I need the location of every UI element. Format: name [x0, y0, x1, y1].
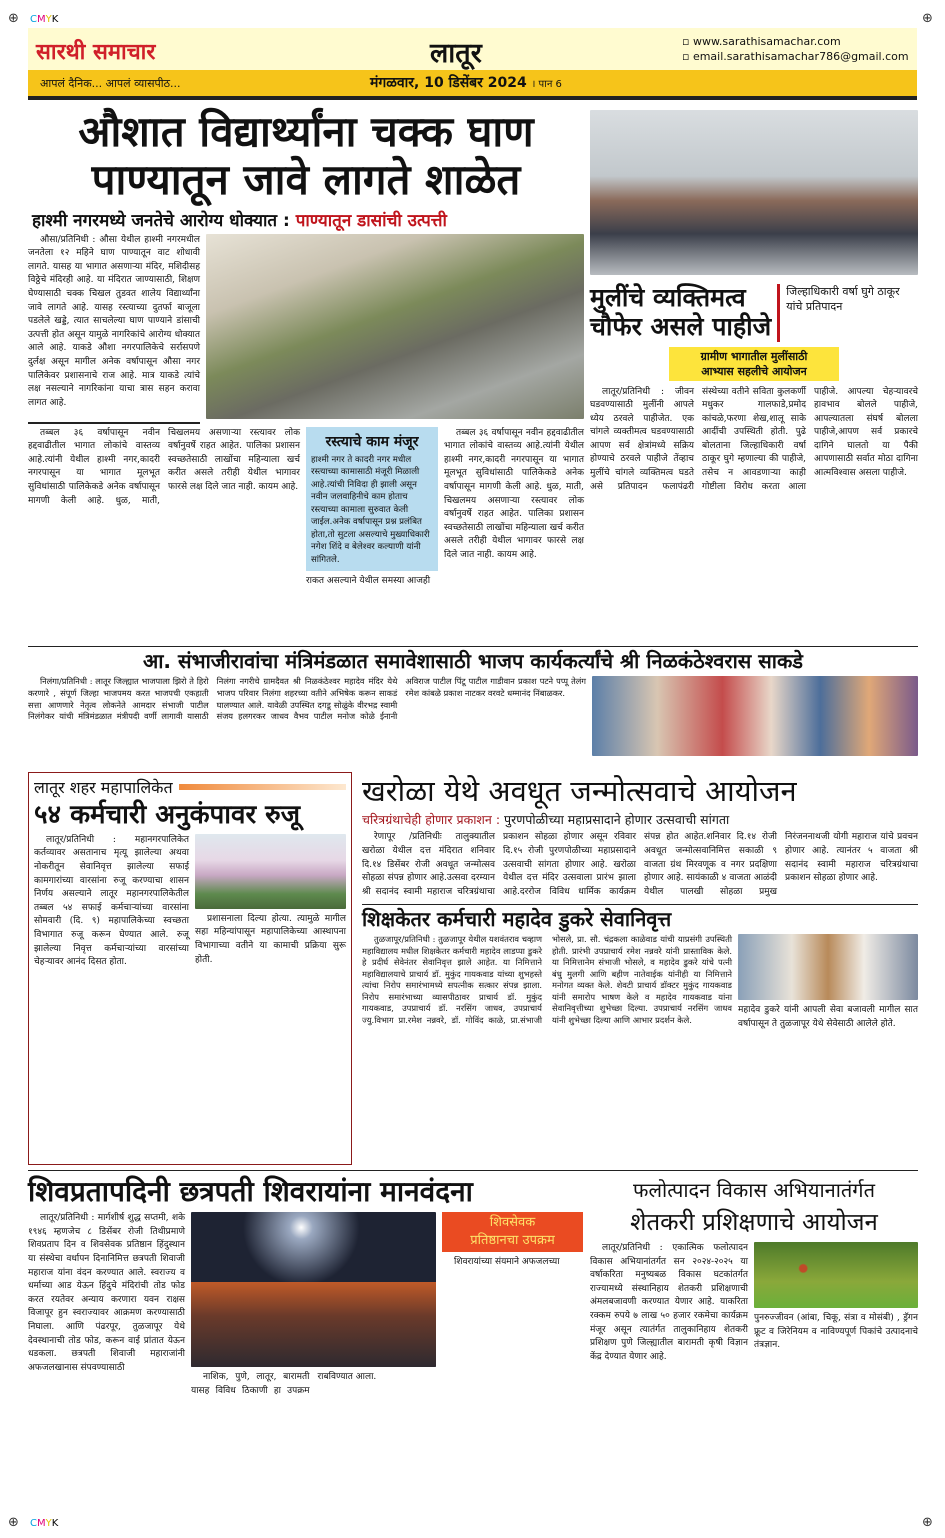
- decorative-bar: [179, 784, 346, 790]
- info-box: [306, 427, 438, 572]
- shiv-highlight-box: शिवसेवक प्रतिष्ठानचा उपक्रम: [442, 1212, 583, 1252]
- divider: [28, 422, 200, 424]
- retire-body: तुळजापूर/प्रतिनिधी : तुळजापूर येथील यशवंतराव चव्हाण महाविद्यालय मधील शिक्षकेतर कर्मचारी महादेव लाडप्पा डुकरे हे प्रदीर्घ सेवेनंतर सेवानिवृत्त झाले आहेत. या निमित्ताने महाविद्यालयाचे प्राचार्य डॉ. मुकुंद गायकवाड यांच्या शुभहस्ते त्यांचा निरोप समारंभामध्ये सपत्नीक सत्कार संपन्न झाला. निरोप समारंभाच्या व्यासपीठावर प्राचार्य डॉ. मुकुंद गायकवाड, उपप्राचार्य डॉ. नरसिंग जाधव, उपप्राचार्य ज्यु.विभाग प्रा.रमेश नन्नवरे, डॉ. गोविंद काळे, प्रा.संभाजी भोसले, प्रा. सौ. चंद्रकला काळेवाड यांची याप्रसंगी उपस्थिती होती. प्रारंभी उपप्राचार्य रमेश नन्नवरे यांनी प्रास्ताविक केले. या निमित्तानेम संभाजी भोसले, व महादेव डुकरे यांचे पत्नी बंधु मुलगी आणि बहीण नातेवाईक यांनीही या निमित्ताने मनोगत व्यक्त केले. शेवटी प्राचार्य डॉक्टर मुकुंद गायकवाड यांनी समारोप भाषण केले व महादेव गायकवाड यांना सेवानिवृत्तीच्या शुभेच्छा दिल्या. उपप्राचार्य नरसिंग जाधव यांनी शुभेच्छा दिल्या आणि आभार प्रदर्शन केले.: [362, 934, 732, 1025]
- farm-headline: फलोत्पादन विकास अभियानातंर्गत शेतकरी प्रशिक्षणाचे आयोजन: [630, 1178, 878, 1236]
- kharola-subhead: चरित्रग्रंथाचेही होणार प्रकाशन : पुरणपोळीच्या महाप्रसादाने होणार उत्सवाची सांगता: [362, 812, 730, 828]
- lead-body-col: तब्बल ३६ वर्षापासून नवीन हद्दवाढीतील भागात लोकांचे वास्तव्य आहे.त्यांनी येथील हाश्मी नगर,कादरी नगरपासून या भागात मूलभूत सुविधांसाठी पालिकेकडे अनेक वर्षापासून मागणी केली आहे. धुळ, माती, चिखलमय असणाऱ्या रस्त्यावर लोक वर्षानुवर्षे राहत आहेत. पालिका प्रशासन स्वच्छतेसाठी लाखोंचा महिन्याला खर्च करीत असले तरीही येथील भागावर फारसे लक्ष दिले जात नाही. कायम आहे.: [444, 427, 584, 560]
- farm-story: [590, 1174, 918, 1364]
- divider: [28, 1170, 918, 1171]
- girls-side-deck: जिल्हाधिकारी वर्षा घुगे ठाकूर यांचे प्रतिपादन: [786, 285, 900, 313]
- lead-headline: औशात विद्यार्थ्यांना चक्क घाण पाण्यातून जावे लागते शाळेत: [78, 107, 534, 205]
- tagline: आपलं दैनिक... आपलं व्यासपीठ...: [40, 77, 181, 90]
- registration-mark-icon: ⊕: [922, 11, 933, 26]
- girls-body: लातूर/प्रतिनिधी : जीवन घडवण्यासाठी मुलींनी आपले ध्येय ठरवले पाहीजेत. एक चांगले व्यक्तीमत्व घडवण्यासाठी आपण सर्व क्षेत्रांमध्ये सक्रिय होण्याचे ठरवले पाहीजे तेंव्हाच मुलींचे चांगले व्यक्तिमत्व घडते असे प्रतिपादन फलापंढरी संस्थेच्या वतीने सविता कुलकर्णी मधुकर गालफाडे,प्रमोद कांचळे,फरणा शेख,शालू साके आदींची उपस्थिती होती. पुढे बोलताना जिल्हाधिकारी वर्षा ठाकूर घुगे म्हणाल्या की पाहीजे, तसेच न आवडणाऱ्या काही गोष्टीला विरोध करता आला पाहीजे. आपल्या चेहऱ्यावरचे हावभाव बोलले पाहीजे, आपल्यातला संघर्ष बोलला पाहीजे,आपण सर्व प्रकारचे दागिने घालतो या पैकी आपणासाठी सर्वात मोठा दागिना आत्मविश्वास असला पाहीजे.: [590, 386, 918, 492]
- shiv-headline: शिवप्रतापदिनी छत्रपती शिवरायांना मानवंदना: [28, 1175, 473, 1208]
- bjp-story: [28, 650, 918, 756]
- latur-story-box: [28, 772, 352, 1165]
- shiv-body: लातूर/प्रतिनिधी : मार्गशीर्ष शुद्ध सप्तमी, शके १९४६ म्हणजेच ८ डिसेंबर रोजी तिथीप्रमाणे शिवप्रताप दिन व शिवसेवक प्रतिष्ठान हिंदुस्थान या संस्थेचा वर्धापन दिनानिमित्त छत्रपती शिवाजी महाराज यांना वंदन करण्यात आले. स्वराज्य व धर्माच्या आड येऊन हिंदुचे मंदिरांची तोड फोड करत रयतेवर अन्याय करणारा यवन राक्षस विजापूर हुन स्वराज्यावर आक्रमण करण्यासाठी निघाला. आणि पंढरपूर, तुळजापूर येथे देवस्थानाची तोड फोड, करून वाई प्रांतात येऊन धडकला. छत्रपती शिवाजी महाराजांनी अफजलखानास संपवण्यासाठी: [28, 1213, 185, 1373]
- issue-date: मंगळवार, 10 डिसेंबर 2024 । पान 6: [370, 75, 562, 91]
- photo-municipal-building: [195, 834, 346, 909]
- kharola-story: [362, 775, 918, 1032]
- latur-body-col2: प्रशासनाला दिल्या होत्या. त्यामुळे मागील सहा महिन्यांपासून महापालिकेच्या आस्थापना विभागाच्या वतीने या कामाची प्रक्रिया सुरू होती.: [195, 913, 346, 965]
- girls-headline: मुलींचे व्यक्तिमत्व चौफेर असले पाहीजे: [590, 283, 772, 341]
- retire-headline: शिक्षकेतर कर्मचारी महादेव डुकरे सेवानिवृत्त: [362, 907, 672, 932]
- lead-subhead: हाश्मी नगरमध्ये जनतेचे आरोग्य धोक्यात : पाण्यातून डासांची उत्पत्ती: [32, 210, 447, 231]
- divider: [28, 646, 918, 647]
- cmyk-mark-bottom: CMYK: [30, 1518, 59, 1529]
- lead-intro: औसा/प्रतिनिधी : औसा येथील हाश्मी नगरमधील जनतेला १२ महिने घाण पाण्यातून वाट शोधावी लागते. यासह या भागात असणाऱ्या मंदिर, मशिदीसह विठ्ठेचे मंदिरही आहे. या मंदिरात जाण्यासाठी, शिक्षण घेण्यासाठी चक्क चिखल तुडवत शालेय विद्यार्थ्यांना जावे लागते आहे. यासह रस्त्याच्या दुतर्फा बाजूला पडलेले खड्डे, त्यात साचलेल्या घाण पाण्याने डांसाची उत्पत्ती होत असून यामुळे नागरिकांचे आरोग्य धोक्यात आले आहे. याकडे औशा नगरपालिकेचे सर्रासपणे दुर्लक्ष असून मागील अनेक वर्षापासून औसा नगर पालिकेवर प्रशासनाचे राज आहे. मात्र याकडे त्यांचे लक्ष नसल्याने नागरिकांना याचा त्रास सहन करावा लागत आहे.: [28, 234, 200, 408]
- photo-shivaji-statue: [191, 1212, 436, 1367]
- email-link[interactable]: email.sarathisamachar786@gmail.com: [692, 50, 909, 63]
- latur-body: लातूर/प्रतिनिधी : महानगरपालिकेत कर्तव्यावर असतानाच मृत्यू झालेल्या अथवा नोकरीतून सेवानिवृत्त झालेल्या सफाई कामगारांच्या वारसांना रुजू करण्याचा शासन निर्णय असल्याने लातूर महानगरपालिकेतील तब्बल ५४ सफाई कर्मचाऱ्यांच्या वारसांना सोमवारी (दि. ९) महापालिकेच्या स्वच्छता विभागात रुजू करून घेण्यात आले. रुजू झालेल्या निवृत्त कर्मचाऱ्यांच्या वारसांच्या चेहऱ्यावर आनंद दिसत होता.: [34, 834, 189, 968]
- lead-body-end: राकत असल्याने येथील समस्या आजही: [306, 576, 431, 587]
- photo-muddy-road: [206, 234, 584, 419]
- bjp-body: निलंगा/प्रतिनिधी : लातूर जिल्ह्यात भाजपाला झिरो ते हिरो करणारे , संपूर्ण जिल्हा भाजपमय करत भाजपची एकहाती सत्ता आणणारे नेतृत्व लोकनेते आमदार संभाजी पाटील निलंगेकर यांची मंत्रिमंडळात मंत्रीपदी वर्णी लागावी यासाठी निलंगा नगरीचे ग्रामदैवत श्री निळकंठेश्वर महादेव मंदिर येथे भाजप परिवार निलंगा शहरच्या वतीने अभिषेक करून साकडं घालण्यात आले. यावेळी उपस्थित दगडू सोळुंके वीरभद्र स्वामी संजय हलगरकर जाधव वैभव पाटील मनोज कोळे ईनानी अविराज पाटील पिंटू पाटील गाडीवान प्रकाश पटने पप्पू तेलंग रमेश कांबळे प्रकाश नाटकर वरवटे धम्मानंद निंबाळकर.: [28, 676, 586, 722]
- newspaper-logo: सारथी समाचार: [36, 40, 156, 65]
- lead-body: तब्बल ३६ वर्षापासून नवीन हद्दवाढीतील भागात लोकांचे वास्तव्य आहे.त्यांनी येथील हाश्मी नगर,कादरी नगरपासून या भागात मूलभूत सुविधांसाठी पालिकेकडे अनेक वर्षापासून मागणी केली आहे. धुळ, माती, चिखलमय असणाऱ्या रस्त्यावर लोक वर्षानुवर्षे राहत आहेत. पालिका प्रशासन स्वच्छतेसाठी लाखोंचा महिन्याला खर्च करीत असले तरीही येथील भागावर फारसे लक्ष दिले जात नाही. कायम आहे.: [28, 427, 300, 506]
- contact-info: ▫ www.sarathisamachar.com ▫ email.sarathisamachar786@gmail.com: [682, 35, 909, 63]
- divider: [362, 904, 918, 905]
- cmyk-mark-top: CMYK: [30, 14, 59, 25]
- bjp-headline: आ. संभाजीरावांचा मंत्रिमंडळात समावेशासाठी भाजप कार्यकर्त्यांचे श्री निळकंठेश्वरास साकडे: [142, 649, 804, 673]
- kharola-body: रेणापूर /प्रतिनिधीः तालुक्यातील खरोळा येथील दत्त मंदिरात शनिवार दि.१४ डिसेंबर रोजी अवधूत जन्मोत्सव सोहळा संपन्न होणार आहे.उत्सवा दरम्यान श्री सदानंद स्वामी महाराज चरित्रग्रंथाचा प्रकाशन सोहळा होणार असून रविवार दि.१५ रोजी पुरणपोळीच्या महाप्रसादाने उत्सवाची सांगता होणार आहे. खरोळा येथील दत्त मंदिर उत्सवाला प्रारंभ झाला आहे.दररोज विविध धार्मिक कार्यक्रम संपन्न होत आहेत.शनिवार दि.१४ रोजी अवधूत जन्मोत्सवानिमित्त सकाळी ९ वाजता ग्रंथ मिरवणूक व नगर प्रदक्षिणा होणार आहे. सायंकाळी ४ वाजता आळंदी येथील पालखी सोहळा प्रमुख निरंजननाथजी योगी महाराज यांचे प्रवचन होणार आहे. त्यानंतर ५ वाजता श्री सदानंद स्वामी महाराज चरित्रग्रंथाचा प्रकाशन सोहळा होणार आहे.: [362, 832, 918, 897]
- registration-mark-icon: ⊕: [922, 1515, 933, 1530]
- registration-mark-icon: ⊕: [8, 11, 19, 26]
- latur-headline: ५४ कर्मचारी अनुकंपावर रुजू: [34, 800, 301, 830]
- farm-body: लातूर/प्रतिनिधी : एकात्मिक फलोत्पादन विकास अभियानांतर्गत सन २०२४-२०२५ या वर्षाकरिता मनुष्यबळ विकास घटकांतर्गत राज्यामध्ये संस्थानिहाय शेतकरी प्रशिक्षणाची अंमलबजावणी करण्यात येणार आहे. याकरिता रक्कम रुपये ७ लाख ५० हजार रकमेचा कार्यक्रम मंजूर असून त्यातंर्गत तालुकानिहाय शेतकरी प्रशिक्षण पुणे जिल्ह्यातील बारामती कृषी विज्ञान केंद्र देण्यात येणार आहे.: [590, 1243, 748, 1362]
- photo-retirement: [738, 934, 918, 1000]
- girls-story: [590, 284, 918, 494]
- registration-mark-icon: ⊕: [8, 1515, 19, 1530]
- lead-story: [28, 108, 584, 589]
- photo-bjp-workers: [592, 676, 918, 756]
- info-box-text: हाश्मी नगर ते कादरी नगर मधील रस्त्याच्या कामासाठी मंजूरी मिळाली आहे.त्यांची निविदा ही झाली असून नवीन जलवाहिनीचे काम होताच रस्त्याच्या कामाला सुरुवात केली जाईल.अनेक वर्षापासून प्रश्न प्रलंबित होता,तो सुटला असल्याचे मुख्याधिकारी नगेश शिंदे व बेलेश्वर कल्याणी यांनी सांगितले.: [311, 454, 430, 565]
- accent-bar: [777, 284, 780, 342]
- girls-highlight-box: ग्रामीण भागातील मुलींसाठी आभ्यास सहलीचे आयोजन: [669, 347, 839, 381]
- kharola-headline: खरोळा येथे अवधूत जन्मोत्सवाचे आयोजन: [362, 774, 797, 808]
- info-box-title: रस्त्याचे काम मंजूर: [325, 433, 419, 450]
- photo-collector-meeting: [590, 110, 918, 275]
- edition-city: लातूर: [430, 38, 482, 69]
- farm-caption: पुनरुज्जीवन (आंबा, चिकू, संत्रा व मोसंबी) , ड्रॅगन फ्रूट व जिरेनियम व नाविण्यपूर्ण पिकांचे उत्पादनाचे तंत्रज्ञान.: [754, 1313, 918, 1351]
- photo-orchard: [754, 1242, 918, 1308]
- website-link[interactable]: www.sarathisamachar.com: [692, 35, 841, 48]
- shiv-story: [28, 1176, 583, 1398]
- shiv-body-2: नाशिक, पुणे, लातूर, बारामती यासह विविध ठिकाणी हा उपक्रम राबविण्यात आला.: [191, 1372, 377, 1396]
- shiv-body-3: शिवरायांच्या संयमाने अफजलच्या: [454, 1257, 560, 1268]
- latur-kicker: लातूर शहर महापालिकेत: [34, 778, 173, 797]
- retire-caption: महादेव डुकरे यांनी आपली सेवा बजावली मागील सात वर्षापासून ते तुळजापूर येथे सेवेसाठी आलेले होते.: [738, 1005, 918, 1029]
